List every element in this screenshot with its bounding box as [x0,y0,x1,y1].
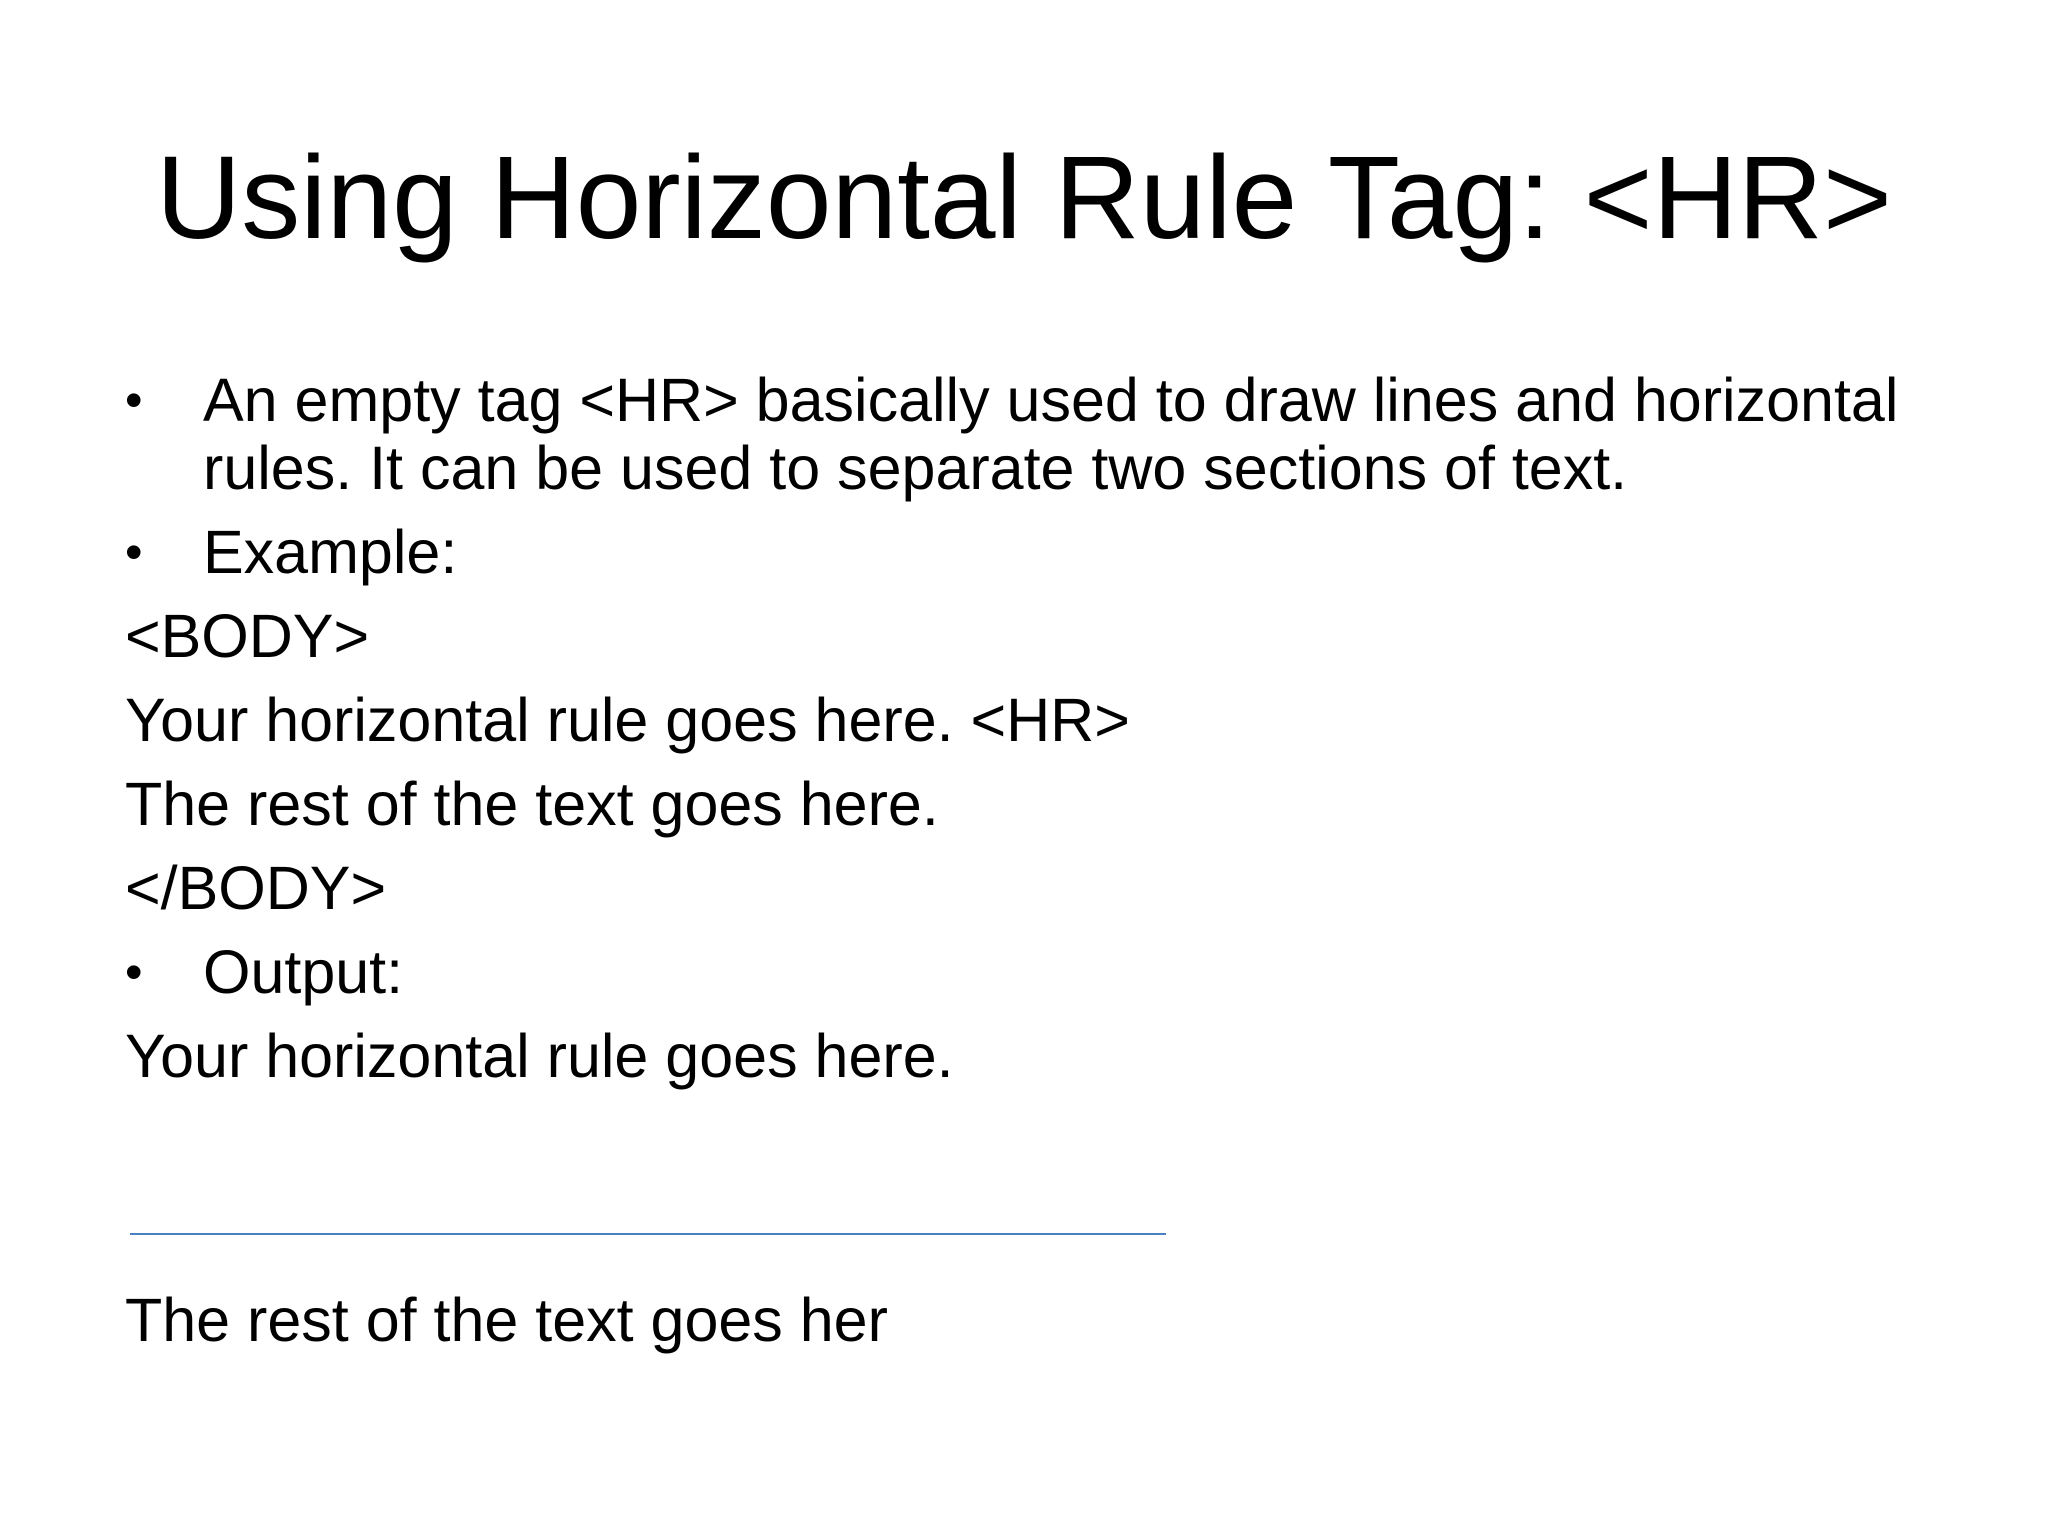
bullet-text: Output: [203,938,404,1006]
bullet-item-output [125,938,1925,1006]
horizontal-rule [130,1233,1166,1235]
code-line: The rest of the text goes here. [125,770,939,838]
bullet-text: An empty tag <HR> basically used to draw lines and horizontal rules. It can be used to separate two sections of text. [203,366,1899,502]
code-line: <BODY> [125,602,370,670]
output-line: The rest of the text goes her [125,1286,888,1354]
code-line: </BODY> [125,854,387,922]
bullet-item-description [125,366,1925,502]
slide-title: Using Horizontal Rule Tag: <HR> [156,132,1892,264]
bullet-text: Example: [203,518,458,586]
bullet-icon: • [125,944,143,1000]
bullet-icon: • [125,372,143,428]
code-line: Your horizontal rule goes here. <HR> [125,686,1130,754]
output-line: Your horizontal rule goes here. [125,1022,954,1090]
bullet-item-example [125,518,1925,586]
bullet-icon: • [125,524,143,580]
slide-body [125,366,1925,1106]
